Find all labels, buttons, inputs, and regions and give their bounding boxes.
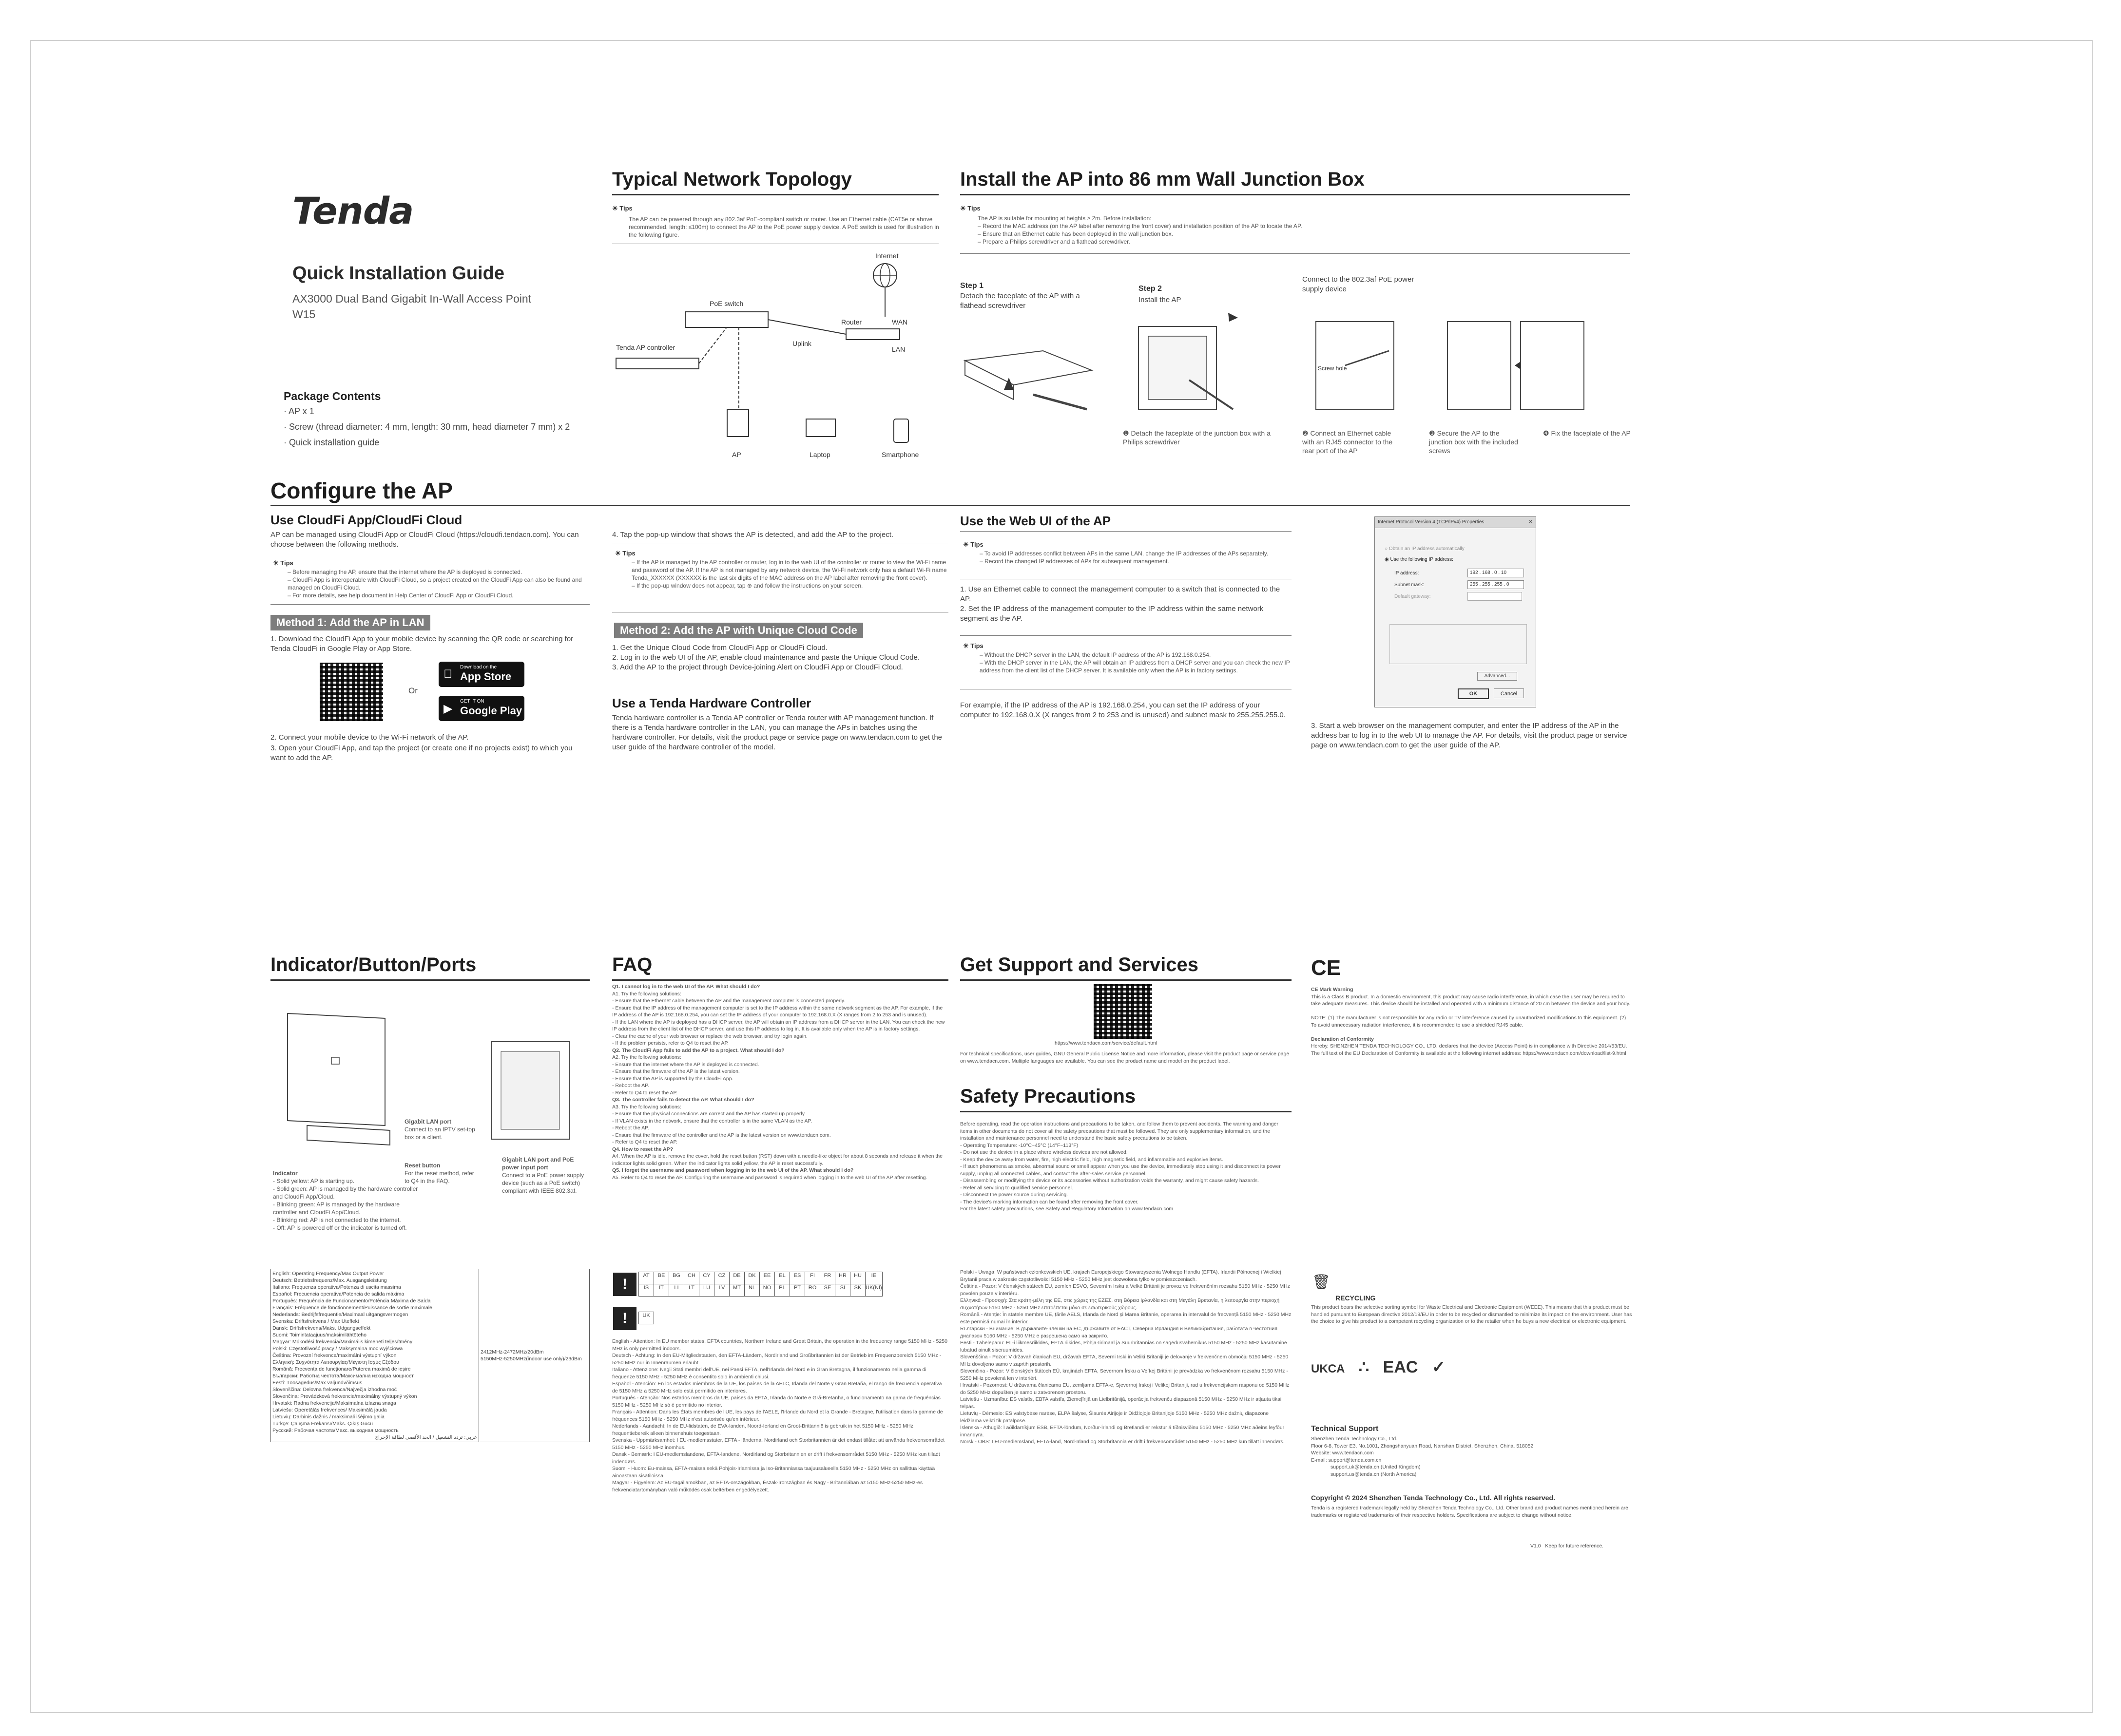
ukca-icon: UKCA: [1311, 1362, 1345, 1375]
mask-label: Subnet mask:: [1394, 582, 1425, 588]
reset-label: Reset button For the reset method, refer to Q4 in the FAQ.: [405, 1162, 474, 1184]
restriction-icon-uk: !: [613, 1307, 636, 1330]
eu-restrictions: English - Attention: In EU member states, EFTA countries, Northern Ireland and Great Britain, the operation in the frequency range 5150 MHz - 5250 MHz is only permitted indoors. Deutsch - Achtung: In den EU-Mitgliedstaaten, den EFTA-Ländern, Nordirland und Großbritannien ist der Betrieb im Frequenzbereich 5150 MHz - 5250 MHz nur in Innenräumen erlaubt. Italiano - Attenzione: Negli Stati membri dell'UE, nei Paesi EFTA, nell'Irlanda del Nord e in Gran Bretagna, il funzionamento nella gamma di frequenze 5150 MHz - 5250 MHz è consentito solo in ambienti chiusi. Español - Atención: En los estados miembros de la UE, los países de la AELC, Irlanda del Norte y Gran Bretaña, el rango de frecuencia operativa de 5150 MHz a 5250 MHz solo está permitido en interiores. Português - Atenção: Nos estados membros da UE, países da EFTA, Irlanda do Norte e Grã-Bretanha, o funcionamento na gama de frequências 5150 MHz - 5250 MHz só é permitido no interior. Français - Attention: Dans les États membres de l'UE, les pays de l'AELE, l'Irlande du Nord et la Grande - Bretagne, l'utilisation dans la gamme de fréquences 5150 MHz - 5250 MHz n'est autorisée qu'en intérieur. Nederlands - Aandacht: In de EU-lidstaten, de EVA-landen, Noord-Ierland en Groot-Brittannië is gebruik in het 5150 MHz - 5250 MHz frequentiebereik alleen binnenshuis toegestaan. Svenska - Uppmärksamhet: I EU-medlemsstater, EFTA - länderna, Nordirland och Storbritannien är det endast tillåtet att använda frekvensområdet 5150 MHz - 5250 MHz inomhus. Dansk - Bemærk: I EU-medlemslandene, EFTA-landene, Nordirland og Storbritannien er drift i frekvensområdet 5150 MHz - 5250 MHz kun tilladt indendørs. Suomi - Huom: Eu-maissa, EFTA-maissa sekä Pohjois-Irlannissa ja Iso-Britanniassa taajuusalueella 5150 MHz - 5250 MHz on sallittua käyttää ainoastaan sisätiloissa. Magyar - Figyelem: Az EU-tagállamokban, az EFTA-országokban, Észak-Írországban és Nagy - Britanniában az 5150 MHz-5250 MHz-es frekvenciatartományban való működés csak beltérben engedélyezett.: [612, 1338, 947, 1493]
support-url: https://www.tendacn.com/service/default.html: [1055, 1040, 1157, 1046]
ce-text: CE Mark Warning This is a Class B product. In a domestic environment, this product may cause radio interference, in which case the user may be required to take adequate measures. This device should be installed and operated with a minimum distance of 20 cm between the device and your body. NOTE: (1) The manufacturer is not responsible for any radio or TV interference caused by unauthorized modifications to this equipment. (2) To avoid unnecessary radiation interference, it is recommended to use a shielded RJ45 cable. Declaration of Conformity Hereby, SHENZHEN TENDA TECHNOLOGY CO., LTD. declares that the device (Access Point) is in compliance with Directive 2014/53/EU. The full text of the EU Declaration of Conformity is available at the following internet address: https://www.tendacn.com/download/list-9.html: [1311, 987, 1631, 1056]
caption-2: ❷ Connect an Ethernet cable with an RJ45 connector to the rear port of the AP: [1302, 429, 1393, 455]
recycling-text: This product bears the selective sorting symbol for Waste Electrical and Electronic Equipment (WEEE). This means that this product must be handled pursuant to European directive 2012/19/EU in order to be recycled or dismantled to minimize its impact on the environment. User has the choice to give his product to a competent recycling organization or to the retailer when he buys a new electrical or electronic equipment.: [1311, 1304, 1632, 1324]
cloud-intro: AP can be managed using CloudFi App or CloudFi Cloud (https://cloudfi.tendacn.com). You can choose between the following methods.: [270, 531, 579, 549]
web-tips2: – Without the DHCP server in the LAN, the default IP address of the AP is 192.168.0.254. – With the DHCP server in the LAN, the AP will obtain an IP address from a DHCP server and you can check the new IP address from the client list of the DHCP server. It is available only when the AP is in factory settings.: [980, 651, 1290, 674]
cloud-title: Use CloudFi App/CloudFi Cloud: [270, 513, 463, 527]
certification-marks: [1311, 1357, 1446, 1377]
package-item: · Screw (thread diameter: 4 mm, length: 30 mm, head diameter 7 mm) x 2: [284, 422, 570, 432]
method1-step3: 3. Open your CloudFi App, and tap the project (or create one if no projects exist) to which you want to add the AP.: [270, 744, 573, 762]
poe-switch-icon: [685, 312, 768, 327]
country-cell: IS: [639, 1284, 654, 1297]
tenda-logo: Tenda: [292, 189, 414, 232]
country-cell: FI: [805, 1272, 820, 1284]
step1-title: Step 1: [960, 282, 984, 290]
router-icon: [846, 329, 900, 340]
country-cell: CH: [684, 1272, 699, 1284]
ip-label: IP address:: [1394, 571, 1419, 576]
safety-title: Safety Precautions: [960, 1086, 1136, 1107]
topology-tips: The AP can be powered through any 802.3af PoE-compliant switch or router. Use an Ethernet cable (CAT5e or above recommended, length: ≤100m) to connect the AP to the PoE power supply device. A PoE switch is used for illustration in the following figure.: [629, 216, 939, 238]
package-title: Package Contents: [284, 390, 381, 402]
lightbulb-icon: ☀ Tips: [615, 550, 636, 557]
guide-title: Quick Installation Guide: [292, 263, 504, 284]
country-cell: SE: [820, 1284, 835, 1297]
laptop-label: Laptop: [810, 451, 830, 458]
web-example: For example, if the IP address of the AP is 192.168.0.254, you can set the IP address of your computer to 192.168.0.X (X ranges from 2 to 253 and is unused) and subnet mask to 255.255.255.0.: [960, 701, 1286, 719]
product-name: AX3000 Dual Band Gigabit In-Wall Access Point: [292, 292, 532, 305]
tech-support-lines: Shenzhen Tenda Technology Co., Ltd. Floor 6-8, Tower E3, No.1001, Zhongshanyuan Road, Nanshan District, Shenzhen, China. 518052 Website: www.tendacn.com E-mail: support@tenda.com.cn support.uk@tenda.cn (United Kingdom) support.us@tenda.cn (North America): [1311, 1436, 1534, 1477]
screw-hole-label: Screw hole: [1318, 365, 1347, 372]
faq-list: [612, 983, 948, 1181]
country-cell: ES: [790, 1272, 805, 1284]
faceplate-detach-illustration: [965, 351, 1092, 409]
copyright: Copyright © 2024 Shenzhen Tenda Technology Co., Ltd. All rights reserved.: [1311, 1494, 1555, 1502]
qr-code: [320, 663, 383, 721]
frequency-values: 2412MHz-2472MHz/20dBm 5150MHz-5250MHz(indoor use only)/23dBm: [479, 1269, 590, 1442]
cancel-button[interactable]: Cancel: [1494, 688, 1524, 698]
step4-text: 4. Tap the pop-up window that shows the AP is detected, and add the AP to the project.: [612, 531, 894, 539]
caption-1: ❶ Detach the faceplate of the junction box with a Philips screwdriver: [1123, 429, 1271, 446]
country-cell: BG: [669, 1272, 684, 1284]
country-cell: SK: [850, 1284, 866, 1297]
advanced-button[interactable]: Advanced...: [1477, 672, 1517, 681]
rcm-check-icon: ✓: [1431, 1358, 1446, 1376]
ap-mount-illustration: [1316, 307, 1584, 409]
uplink-label: Uplink: [792, 340, 811, 347]
dialog-titlebar: Internet Protocol Version 4 (TCP/IPv4) Properties ✕: [1375, 517, 1536, 528]
trademark: Tenda is a registered trademark legally held by Shenzhen Tenda Technology Co., Ltd. Other brand and product names mentioned herein are trademarks or registered trademarks of their respective holders. Specifications are subject to change without notice.: [1311, 1505, 1629, 1518]
ap-label: AP: [732, 451, 741, 458]
faq-item: Q4. How to reset the AP? A4. When the AP is idle, remove the cover, hold the reset button (RST) down with a needle-like object for about 8 seconds and release it when the indicator lights solid green. When the indicator lights solid yellow, the AP is reset successfully.: [612, 1146, 943, 1166]
country-cell: LU: [699, 1284, 714, 1297]
lightbulb-icon: ☀ Tips: [612, 205, 633, 212]
support-text: For technical specifications, user guides, GNU General Public License Notice and more information, please visit the product page or service page on www.tendacn.com. Multiple languages are available. You can see the product name and model on the product label.: [960, 1051, 1290, 1064]
faq-item: Q2. The CloudFi App fails to add the AP to a project. What should I do? A2. Try the following solutions: - Ensure that the internet where the AP is deployed is connected. - Ensure that the firmware of the AP is the latest version. - Ensure that the AP is supported by the CloudFi App. - Reboot the AP. - Refer to Q4 to reset the AP.: [612, 1047, 785, 1096]
country-cell: PT: [790, 1284, 805, 1297]
lightbulb-icon: ☀ Tips: [960, 205, 981, 212]
ip-field[interactable]: 192 . 168 . 0 . 10: [1467, 569, 1524, 577]
method1-step2: 2. Connect your mobile device to the Wi-Fi network of the AP.: [270, 733, 469, 742]
restriction-icon: !: [613, 1273, 636, 1296]
left-arrow-icon: [1515, 362, 1521, 369]
web-title: Use the Web UI of the AP: [960, 514, 1111, 528]
indicator-title: Indicator/Button/Ports: [270, 954, 477, 975]
web-tips: – To avoid IP addresses conflict between APs in the same LAN, change the IP addresses of the APs separately. – Record the changed IP addresses of APs for subsequent management.: [980, 550, 1269, 565]
globe-icon: [873, 264, 897, 287]
country-cell: FR: [820, 1272, 835, 1284]
controller-icon: [616, 358, 699, 369]
country-cell: MT: [730, 1284, 745, 1297]
play-icon: ▶: [443, 702, 453, 715]
country-cell: EL: [775, 1272, 790, 1284]
hw-text: Tenda hardware controller is a Tenda AP controller or Tenda router with AP management function. If there is a Tenda hardware controller in the LAN, you can manage the APs in batches using the hardware controller. For details, visit the product page or service page on www.tendacn.com to get the user guide of the hardware controller of the model.: [612, 714, 943, 751]
configure-title: Configure the AP: [270, 478, 453, 503]
country-cell: NL: [745, 1284, 760, 1297]
rcm-icon: ∴: [1358, 1358, 1369, 1376]
support-title: Get Support and Services: [960, 954, 1199, 975]
mask-field[interactable]: 255 . 255 . 255 . 0: [1467, 580, 1524, 589]
country-cell: CY: [699, 1272, 714, 1284]
lightbulb-icon: ☀ Tips: [963, 541, 983, 548]
ce-mark-icon: CE: [1311, 956, 1341, 980]
country-cell: IT: [654, 1284, 669, 1297]
hw-title: Use a Tenda Hardware Controller: [612, 696, 811, 710]
poe-switch-label: PoE switch: [710, 300, 744, 307]
junction-box-illustration: [1138, 313, 1238, 409]
laptop-icon: [806, 419, 835, 437]
recycling-title: RECYCLING: [1335, 1294, 1376, 1302]
google-play-badge[interactable]: ▶ GET IT ON Google Play: [439, 696, 524, 721]
faq-item: Q5. I forget the username and password when logging in to the web UI of the AP. What should I do? A5. Refer to Q4 to reset the AP. Configuring the username and password is required when logging in to the web UI of the AP after resetting.: [612, 1167, 927, 1181]
eac-icon: EAC: [1383, 1358, 1418, 1376]
tech-support-title: Technical Support: [1311, 1425, 1379, 1433]
ap-rear-illustration: [487, 1038, 575, 1150]
apple-icon: [443, 668, 452, 681]
poe-connect-label: Connect to the 802.3af PoE power supply device: [1302, 275, 1414, 293]
country-cell: LV: [714, 1284, 730, 1297]
package-item: · AP x 1: [284, 406, 314, 416]
country-table: [638, 1272, 883, 1297]
lightbulb-icon: ☀ Tips: [273, 559, 293, 567]
ok-button[interactable]: OK: [1458, 688, 1489, 699]
country-cell: HU: [850, 1272, 866, 1284]
app-store-badge[interactable]: Download on the App Store: [439, 662, 524, 687]
country-cell: NO: [760, 1284, 775, 1297]
caption-4: ❹ Fix the faceplate of the AP: [1543, 429, 1631, 437]
method1-bar: Method 1: Add the AP in LAN: [270, 615, 430, 630]
eu-restrictions-2: Polski - Uwaga: W państwach członkowskich UE, krajach Europejskiego Stowarzyszenia Wolnego Handlu (EFTA), Irlandii Północnej i Wielkiej Brytanii praca w zakresie częstotliwości 5150 MHz - 5250 MHz jest dozwolona tylko w pomieszczeniach. Čeština - Pozor: V členských státech EU, zemích ESVO, Severním Irsku a Velké Británii je provoz ve frekvenčním rozsahu 5150 MHz - 5250 MHz povolen pouze v interiéru. Ελληνικά - Προσοχή: Στα κράτη-μέλη της ΕΕ, στις χώρες της ΕΖΕΣ, στη Βόρεια Ιρλανδία και στη Μεγάλη Βρετανία, η λειτουργία στην περιοχή συχνοτήτων 5150 MHz - 5250 MHz επιτρέπεται μόνο σε εσωτερικούς χώρους. Română - Atenție: În statele membre UE, țările AELS, Irlanda de Nord și Marea Britanie, operarea în intervalul de frecvență 5150 MHz - 5250 MHz este permisă numai în interior. Български - Внимание: В държавите-членки на ЕС, държавите от ЕАСТ, Северна Ирландия и Великобритания, работата в честотния диапазон 5150 MHz - 5250 MHz е разрешена само на закрито. Eesti - Tähelepanu: EL-i liikmesriikides, EFTA riikides, Põhja-Iirimaal ja Suurbritannias on sagedusvahemikus 5150 MHz - 5250 MHz kasutamine lubatud ainult siseruumides. Slovenščina - Pozor: V državah članicah EU, državah EFTA, Severni Irski in Veliki Britaniji je delovanje v frekvenčnem območju 5150 MHz - 5250 MHz dovoljeno samo v zaprtih prostorih. Slovenčina - Pozor: V členských štátoch EÚ, krajinách EFTA, Severnom Írsku a Veľkej Británii je prevádzka vo frekvenčnom rozsahu 5150 MHz - 5250 MHz povolená len v interiéri. Hrvatski - Pozornost: U državama članicama EU, zemljama EFTA-e, Sjevernoj Irskoj i Velikoj Britaniji, rad u frekvencijskom rasponu od 5150 MHz do 5250 MHz dopušten je samo u zatvorenom prostoru. Latviešu - Uzmanību: ES valstīs, EBTA valstīs, Ziemeļīrijā un Lielbritānijā, operācija frekvenču diapazonā 5150 MHz - 5250 MHz ir atļauta tikai telpās. Lietuvių - Dėmesio: ES valstybėse narėse, ELPA šalyse, Šiaurės Airijoje ir Didžiojoje Britanijoje 5150 MHz - 5250 MHz dažnių diapazone leidžiama veikti tik patalpose. Íslenska - Athugið: Í aðildarríkjum ESB, EFTA-löndum, Norður-Írlandi og Bretlandi er rekstur á tíðnisviðinu 5150 MHz - 5250 MHz aðeins leyfður innandyra. Norsk - OBS: I EU-medlemsland, EFTA-land, Nord-Irland og Storbritannia er drift i frekvensområdet 5150 MHz - 5250 MHz kun tillatt innendørs.: [960, 1269, 1292, 1445]
country-cell: UK(NI): [866, 1284, 883, 1297]
install-illustrations: [960, 307, 1633, 429]
ap-icon: [727, 409, 749, 437]
country-cell: HR: [835, 1272, 850, 1284]
dns-group: [1389, 624, 1527, 664]
install-title: Install the AP into 86 mm Wall Junction Box: [960, 169, 1365, 190]
controller-label: Tenda AP controller: [616, 343, 675, 351]
close-icon[interactable]: ✕: [1528, 519, 1533, 525]
web-step3: 3. Start a web browser on the management computer, and enter the IP address of the AP in the address bar to log in to the web UI to manage the AP. For details, visit the product page or service page on www.tendacn.com to get the user guide of the AP.: [1311, 722, 1627, 749]
lan-label: LAN: [892, 345, 906, 353]
smartphone-label: Smartphone: [882, 451, 919, 458]
topology-title: Typical Network Topology: [612, 169, 852, 190]
lightbulb-icon: ☀ Tips: [963, 642, 983, 649]
install-tips: The AP is suitable for mounting at heights ≥ 2m. Before installation: – Record the MAC address (on the AP label after removing the front cover) and installation position of the AP to locate the AP. – Ensure that an Ethernet cable has been deployed in the wall junction box. – Prepare a Philips screwdriver and a flathead screwdriver.: [978, 215, 1302, 245]
country-cell: UK: [639, 1312, 654, 1324]
package-item: · Quick installation guide: [284, 438, 380, 447]
version: V1.0 Keep for future reference.: [1530, 1543, 1604, 1549]
country-cell: IE: [866, 1272, 883, 1284]
ap-front-illustration: [278, 1009, 400, 1150]
language-column: English: Operating Frequency/Max Output Power Deutsch: Betriebsfrequenz/Max. Ausgangsleistung Italiano: Frequenza operativa/Potenza di uscita massima Español: Frecuencia operativa/Potencia de salida máxima Português: Frequência de Funcionamento/Potência Máxima de Saída Français: Fréquence de fonctionnement/Puissance de sortie maximale Nederlands: Bedrijfsfrequentie/Maximaal uitgangsvermogen Svenska: Driftsfrekvens / Max Uteffekt Dansk: Driftsfrekvens/Maks. Udgangseffekt Suomi: Toimintataajuus/maksimilähtöteho Magyar: Működési frekvencia/Maximális kimeneti teljesítmény Polski: Częstotliwość pracy / Maksymalna moc wyjściowa Čeština: Provozní frekvence/maximální výstupní výkon Ελληνική: Συχνότητα Λειτουργίας/Μέγιστη Ισχύς Εξόδου Română: Frecvența de funcționare/Puterea maximă de ieșire Български: Работна честота/Максимална изходна мощност Eesti: Töösagedus/Max väljundvõimsus Slovenščina: Delovna frekvenca/Največja izhodna moč Slovenčina: Prevádzková frekvencia/maximálny výstupný výkon Hrvatski: Radna frekvencija/Maksimalna izlazna snaga Latviešu: Operetālās frekvences/ Maksimālā jauda Lietuvių: Darbinis dažnis / maksimali išėjimo galia Türkçe: Çalışma Frekansı/Maks. Çıkış Gücü Русский: Рабочая частота/Макс. выходная мощность عربي: تردد التشغيل / الحد الأقصى لطاقة الإخراج: [271, 1269, 479, 1442]
gigabit-lan-label: Gigabit LAN port Connect to an IPTV set-top box or a client.: [405, 1118, 475, 1141]
router-label: Router: [841, 318, 862, 326]
topology-diagram: [612, 248, 944, 463]
country-cell: LI: [669, 1284, 684, 1297]
tcpip-dialog: [1374, 516, 1536, 707]
web-steps: 1. Use an Ethernet cable to connect the management computer to a switch that is connected to the AP. 2. Set the IP address of the management computer to the IP address within the same network segment as the AP.: [960, 585, 1280, 623]
step4-tips: – If the AP is managed by the AP controller or router, log in to the web UI of the controller or router to view the Wi-Fi name and password of the AP. If the AP is not managed by any network device, the Wi-Fi network only has a default Wi-Fi name Tenda_XXXXXX (XXXXXX is the last six digits of the MAC address on the AP label after removing the front cover). – If the pop-up window does not appear, tap ⊕ and follow the instructions on your screen.: [632, 559, 947, 589]
country-cell: CZ: [714, 1272, 730, 1284]
safety-text: Before operating, read the operation instructions and precautions to be taken, and follow them to prevent accidents. The warning and danger items in other documents do not cover all the safety precautions that must be followed. They are only supplementary information, and the installation and maintenance personnel need to understand the basic safety precautions to be taken. - Operating Temperature: -10°C~45°C (14°F~113°F) - Do not use the device in a place where wireless devices are not allowed. - Keep the device away from water, fire, high electric field, high magnetic field, and inflammable and explosive items. - If such phenomena as smoke, abnormal sound or smell appear when you use the device, immediately stop using it and disconnect its power supply, unplug all connected cables, and contact the after-sales service personnel. - Disassembling or modifying the device or its accessories without authorization voids the warranty, and might cause safety hazards. - Refer all servicing to qualified service personnel. - Disconnect the power source during servicing. - The device's marking information can be found after removing the front cover. For the latest safety precautions, see Safety and Regulatory Information on www.tendacn.com.: [960, 1121, 1281, 1212]
cloud-tips: – Before managing the AP, ensure that the internet where the AP is deployed is connected. – CloudFi App is interoperable with CloudFi Cloud, so a project created on the CloudFi App can also be found and managed on CloudFi Cloud. – For more details, see help document in Help Center of CloudFi App or CloudFi Cloud.: [288, 569, 582, 599]
indicator-states: Indicator - Solid yellow: AP is starting up. - Solid green: AP is managed by the hardware controller and CloudFi App/Cloud. - Blinking green: AP is managed by the hardware controller and CloudFi App/Cloud. - Blinking red: AP is not connected to the internet. - Off: AP is powered off or the indicator is turned off.: [273, 1170, 418, 1231]
package-list: [284, 403, 586, 450]
country-cell: AT: [639, 1272, 654, 1284]
caption-3: ❸ Secure the AP to the junction box with the included screws: [1429, 429, 1518, 455]
radio-manual[interactable]: ◉ Use the following IP address:: [1385, 557, 1453, 562]
faq-item: Q3. The controller fails to detect the AP. What should I do? A3. Try the following solutions: - Ensure that the physical connections are correct and the AP has started up properly. - If VLAN exists in the network, ensure that the controller is in the same VLAN as the AP. - Reboot the AP. - Ensure that the firmware of the controller and the AP is the latest version on www.tendacn.com. - Refer to Q4 to reset the AP.: [612, 1097, 831, 1145]
radio-auto[interactable]: ○ Obtain an IP address automatically: [1385, 546, 1465, 552]
country-cell: BE: [654, 1272, 669, 1284]
faq-item: Q1. I cannot log in to the web UI of the AP. What should I do? A1. Try the following solutions: - Ensure that the Ethernet cable between the AP and the management computer is connected properly. - Ensure that the IP address of the management computer is set to the IP address within the same network segment as the AP. For example, if the IP address of the AP is 192.168.0.254, you can set the IP address of your computer to 192.168.0.X (X ranges from 2 to 253 and is unused). - If the LAN where the AP is deployed has a DHCP server, the AP will obtain an IP address from a DHCP server in the LAN. You can check the new IP address from the client list of the DHCP server, and use this IP address to log in. It is available only when the AP is in factory settings. - Clear the cache of your web browser or replace the web browser, and try login again. - If the problem persists, refer to Q4 to reset the AP.: [612, 984, 945, 1046]
country-cell: DE: [730, 1272, 745, 1284]
step1-text: Detach the faceplate of the AP with a flathead screwdriver: [960, 292, 1080, 310]
support-qr-code: [1094, 984, 1152, 1039]
weee-bin-icon: 🗑: [1312, 1274, 1331, 1290]
internet-label: Internet: [875, 252, 899, 260]
gateway-label: Default gateway:: [1394, 594, 1431, 599]
gateway-field[interactable]: [1467, 592, 1522, 601]
step2-title: Step 2: [1138, 285, 1162, 293]
or-label: Or: [408, 686, 418, 695]
product-model: W15: [292, 308, 316, 321]
country-cell: DK: [745, 1272, 760, 1284]
country-cell: RO: [805, 1284, 820, 1297]
country-cell: PL: [775, 1284, 790, 1297]
method2-steps: 1. Get the Unique Cloud Code from CloudFi App or CloudFi Cloud. 2. Log in to the web UI of the AP, enable cloud maintenance and paste the Unique Cloud Code. 3. Add the AP to the project through Device-joining Alert on CloudFi App or CloudFi Cloud.: [612, 644, 920, 671]
step2-text: Install the AP: [1138, 296, 1181, 304]
faq-title: FAQ: [612, 954, 653, 975]
method1-step1: 1. Download the CloudFi App to your mobile device by scanning the QR code or searching for Tenda CloudFi in Google Play or App Store.: [270, 635, 574, 653]
country-cell: LT: [684, 1284, 699, 1297]
country-cell: SI: [835, 1284, 850, 1297]
country-cell: EE: [760, 1272, 775, 1284]
poe-port-label: Gigabit LAN port and PoE power input port Connect to a PoE power supply device (such as a PoE switch) compliant with IEEE 802.3af.: [502, 1156, 584, 1194]
method2-bar: Method 2: Add the AP with Unique Cloud Code: [614, 623, 863, 638]
country-table-uk: [638, 1312, 654, 1324]
wan-label: WAN: [892, 318, 908, 326]
frequency-table: [270, 1269, 590, 1442]
smartphone-icon: [894, 419, 908, 442]
